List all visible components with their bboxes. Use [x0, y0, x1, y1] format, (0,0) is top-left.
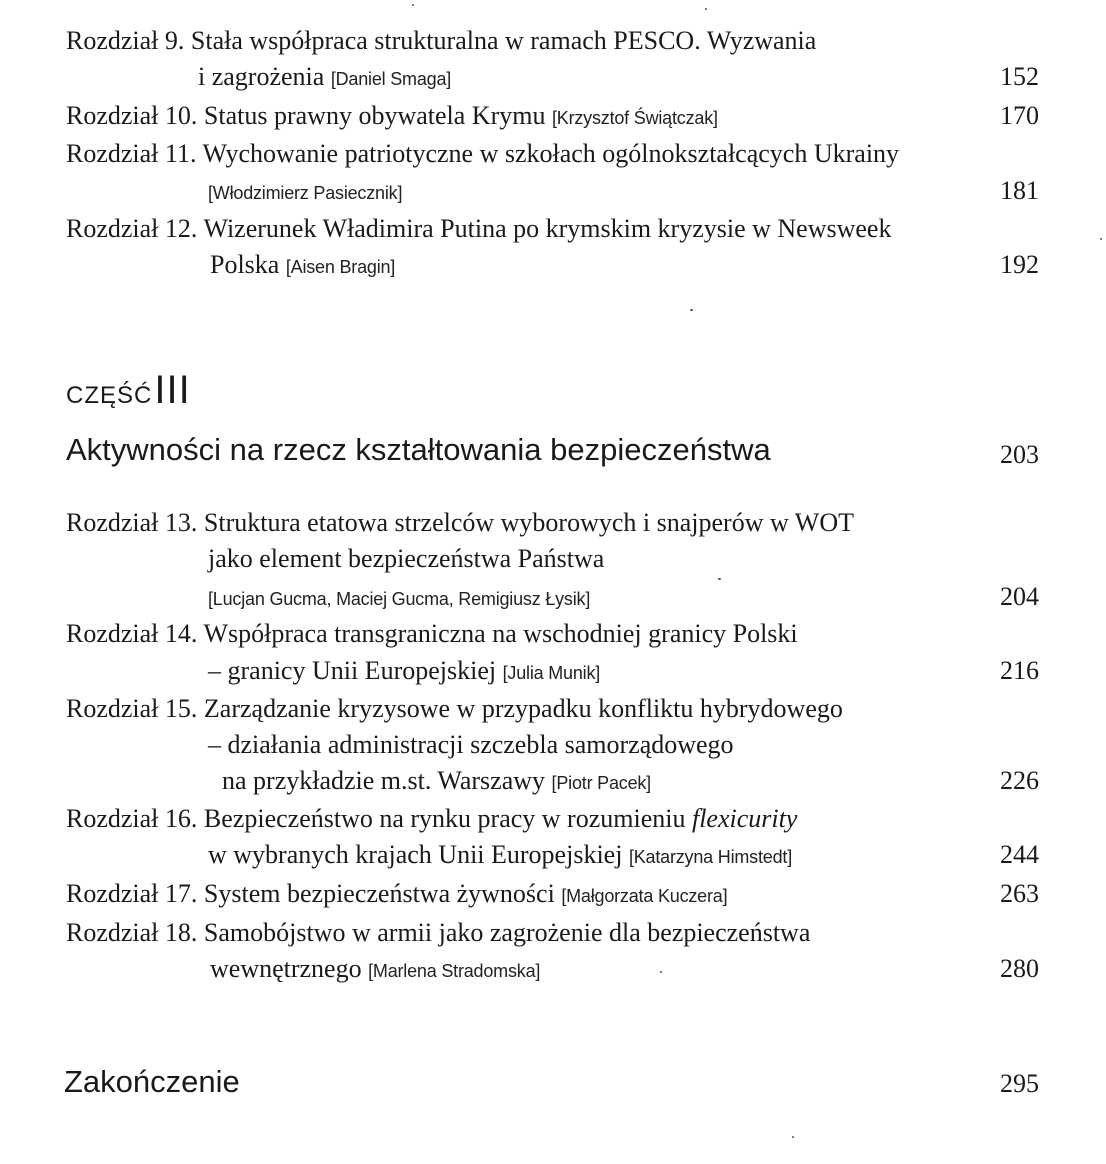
chapter-11-title-line-1: Wychowanie patriotyczne w szkołach ogólnokształcących Ukrainy [202, 139, 900, 168]
chapter-13-page-number: 204 [1000, 582, 1039, 611]
chapter-9-prefix: Rozdział 9. [66, 26, 185, 55]
chapter-14-page-number: 216 [1000, 656, 1039, 685]
chapter-13-prefix: Rozdział 13. [66, 508, 198, 537]
chapter-14-line-2 [208, 656, 600, 686]
chapter-18-author: [Marlena Stradomska] [368, 961, 541, 981]
chapter-16-prefix: Rozdział 16. [66, 804, 198, 833]
chapter-13-line-2 [208, 544, 604, 574]
part-number: III [154, 368, 191, 412]
chapter-11-page-number: 181 [1000, 176, 1039, 205]
chapter-15-line-1 [66, 694, 843, 724]
chapter-16-line-1 [66, 804, 797, 834]
chapter-16-title-line-2: w wybranych krajach Unii Europejskiej [208, 840, 623, 869]
chapter-12-line-2 [210, 250, 395, 280]
ending-title[interactable]: Zakończenie [64, 1064, 240, 1099]
chapter-13-title-line-1: Struktura etatowa strzelców wyborowych i snajperów w WOT [203, 508, 854, 537]
chapter-14-author: [Julia Munik] [502, 663, 601, 683]
scan-speck [690, 309, 693, 311]
chapter-13-author: [Lucjan Gucma, Maciej Gucma, Remigiusz Łysik] [208, 589, 591, 609]
chapter-15-line-2 [208, 730, 734, 760]
part-title[interactable]: Aktywności na rzecz kształtowania bezpieczeństwa [66, 432, 771, 467]
chapter-16-title-italic: flexicurity [691, 804, 798, 833]
chapter-12-author: [Aisen Bragin] [285, 257, 396, 277]
chapter-11-author: [Włodzimierz Pasiecznik] [208, 183, 403, 203]
chapter-11-line-1 [66, 139, 899, 169]
chapter-10-line-1 [66, 101, 718, 131]
chapter-15-prefix: Rozdział 15. [66, 694, 198, 723]
chapter-15-title-line-2: – działania administracji szczebla samorządowego [208, 730, 734, 759]
chapter-18-line-1 [66, 918, 810, 948]
chapter-12-page-number: 192 [1000, 250, 1039, 279]
chapter-15-line-3 [222, 766, 651, 796]
chapter-17-page-number: 263 [1000, 879, 1039, 908]
chapter-9-author: [Daniel Smaga] [330, 69, 452, 89]
chapter-14-prefix: Rozdział 14. [66, 619, 198, 648]
chapter-14-line-1 [66, 619, 798, 649]
chapter-10-author: [Krzysztof Świątczak] [551, 108, 718, 128]
chapter-17-prefix: Rozdział 17. [66, 879, 198, 908]
scan-speck [792, 1136, 794, 1138]
chapter-9-line-1 [66, 26, 816, 56]
chapter-10-page-number: 170 [1000, 101, 1039, 130]
chapter-17-title-line-1: System bezpieczeństwa żywności [203, 879, 555, 908]
chapter-12-prefix: Rozdział 12. [66, 214, 198, 243]
chapter-18-title-line-1: Samobójstwo w armii jako zagrożenie dla bezpieczeństwa [203, 918, 811, 947]
chapter-12-title-line-2: Polska [210, 250, 280, 279]
chapter-12-line-1 [66, 214, 891, 244]
chapter-13-title-line-2: jako element bezpieczeństwa Państwa [208, 544, 605, 573]
chapter-12-title-line-1: Wizerunek Władimira Putina po krymskim kryzysie w Newsweek [203, 214, 892, 243]
chapter-15-page-number: 226 [1000, 766, 1039, 795]
chapter-14-title-line-2: – granicy Unii Europejskiej [208, 656, 497, 685]
chapter-18-prefix: Rozdział 18. [66, 918, 198, 947]
chapter-16-author: [Katarzyna Himstedt] [628, 847, 793, 867]
part-heading [66, 368, 191, 413]
part-word: CZĘŚĆ [66, 382, 153, 409]
chapter-13-line-3 [208, 582, 590, 612]
chapter-9-title-line-1: Stała współpraca strukturalna w ramach PESCO. Wyzwania [190, 26, 817, 55]
chapter-17-line-1 [66, 879, 727, 909]
part-page-number: 203 [1000, 440, 1039, 469]
chapter-9-title-line-2: i zagrożenia [198, 62, 325, 91]
chapter-11-prefix: Rozdział 11. [66, 139, 197, 168]
chapter-15-author: [Piotr Pacek] [551, 773, 651, 793]
chapter-18-title-line-2: wewnętrznego [210, 954, 362, 983]
ending-page-number: 295 [1000, 1069, 1039, 1098]
chapter-16-title-line-1: Bezpieczeństwo na rynku pracy w rozumieniu [203, 804, 686, 833]
scan-speck [660, 971, 662, 973]
chapter-16-line-2 [208, 840, 792, 870]
scan-speck [718, 578, 721, 580]
chapter-18-line-2 [210, 954, 540, 984]
chapter-15-title-line-1: Zarządzanie kryzysowe w przypadku konfliktu hybrydowego [203, 694, 843, 723]
scan-speck [1100, 238, 1102, 240]
chapter-16-page-number: 244 [1000, 840, 1039, 869]
chapter-17-author: [Małgorzata Kuczera] [561, 886, 728, 906]
chapter-9-page-number: 152 [1000, 62, 1039, 91]
scan-speck [705, 8, 707, 10]
chapter-18-page-number: 280 [1000, 954, 1039, 983]
chapter-15-title-line-3: na przykładzie m.st. Warszawy [222, 766, 546, 795]
scan-speck [412, 4, 414, 6]
chapter-13-line-1 [66, 508, 854, 538]
chapter-11-line-2 [208, 176, 402, 206]
chapter-10-title-line-1: Status prawny obywatela Krymu [203, 101, 546, 130]
chapter-9-line-2 [198, 62, 451, 92]
chapter-10-prefix: Rozdział 10. [66, 101, 198, 130]
chapter-14-title-line-1: Współpraca transgraniczna na wschodniej granicy Polski [203, 619, 798, 648]
